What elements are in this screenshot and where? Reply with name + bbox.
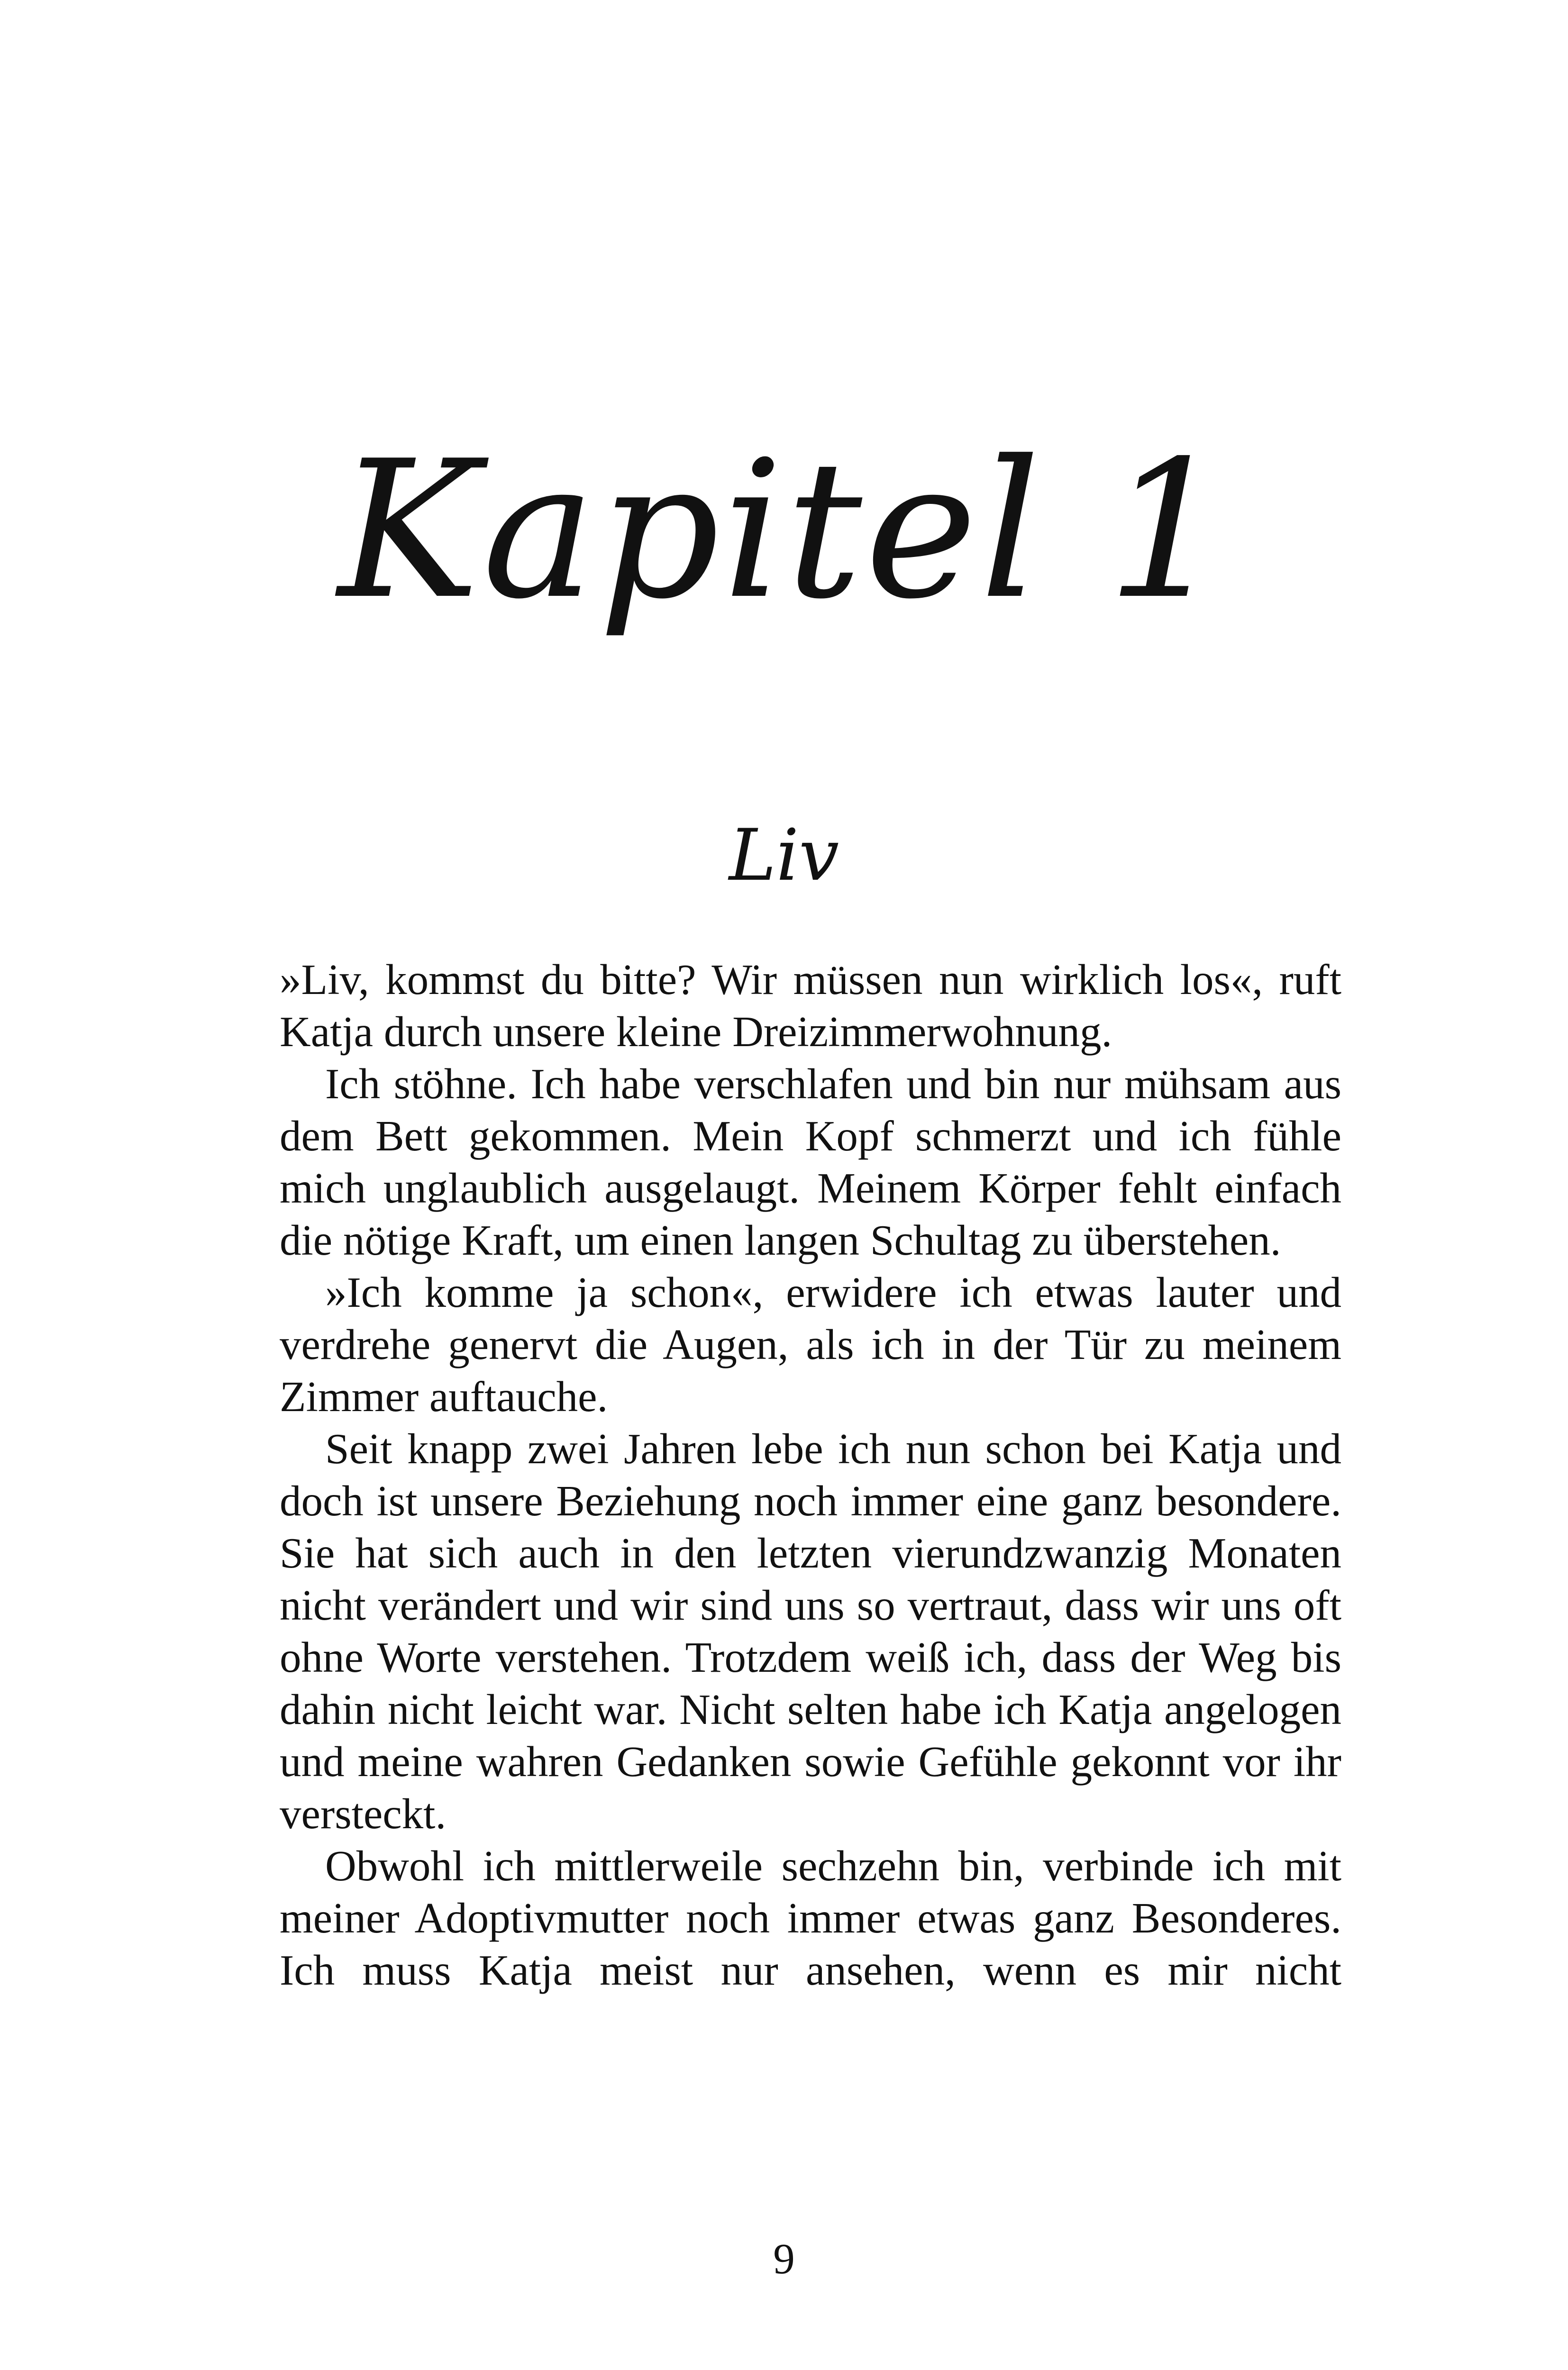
chapter-title: Kapitel 1: [337, 420, 1231, 641]
paragraph: »Ich komme ja schon«, erwidere ich etwas lauter und verdrehe genervt die Augen, als ich in der Tür zu meinem Zimmer auftauche.: [280, 1268, 1341, 1421]
paragraph: Seit knapp zwei Jahren lebe ich nun schon bei Katja und doch ist unsere Beziehung noch immer eine ganz besondere. Sie hat sich auch in den letzten vierundzwanzig Monaten nicht verändert und wir sind uns so vertraut, dass wir uns oft ohne Worte verstehen. Trotzdem weiß ich, dass der Weg bis dahin nicht leicht war. Nicht selten habe ich Katja angelogen und meine wahren Gedanken sowie Gefühle gekonnt vor ihr versteckt.: [280, 1425, 1341, 1838]
body-text: [280, 954, 1341, 1996]
paragraph: Obwohl ich mittlerweile sechzehn bin, verbinde ich mit meiner Adoptivmutter noch immer etwas ganz Besonderes. Ich muss Katja meist nur ansehen, wenn es mir nicht: [280, 1842, 1341, 1994]
paragraph: Ich stöhne. Ich habe verschlafen und bin nur mühsam aus dem Bett gekommen. Mein Kopf schmerzt und ich fühle mich unglaublich ausgelaugt. Meinem Körper fehlt einfach die nötige Kraft, um einen langen Schultag zu überstehen.: [280, 1060, 1341, 1264]
paragraph: »Liv, kommst du bitte? Wir müssen nun wirklich los«, ruft Katja durch unsere kleine Dreizimmerwohnung.: [280, 956, 1341, 1056]
page-number: 9: [773, 2235, 795, 2283]
chapter-pov-name: Liv: [729, 814, 839, 897]
